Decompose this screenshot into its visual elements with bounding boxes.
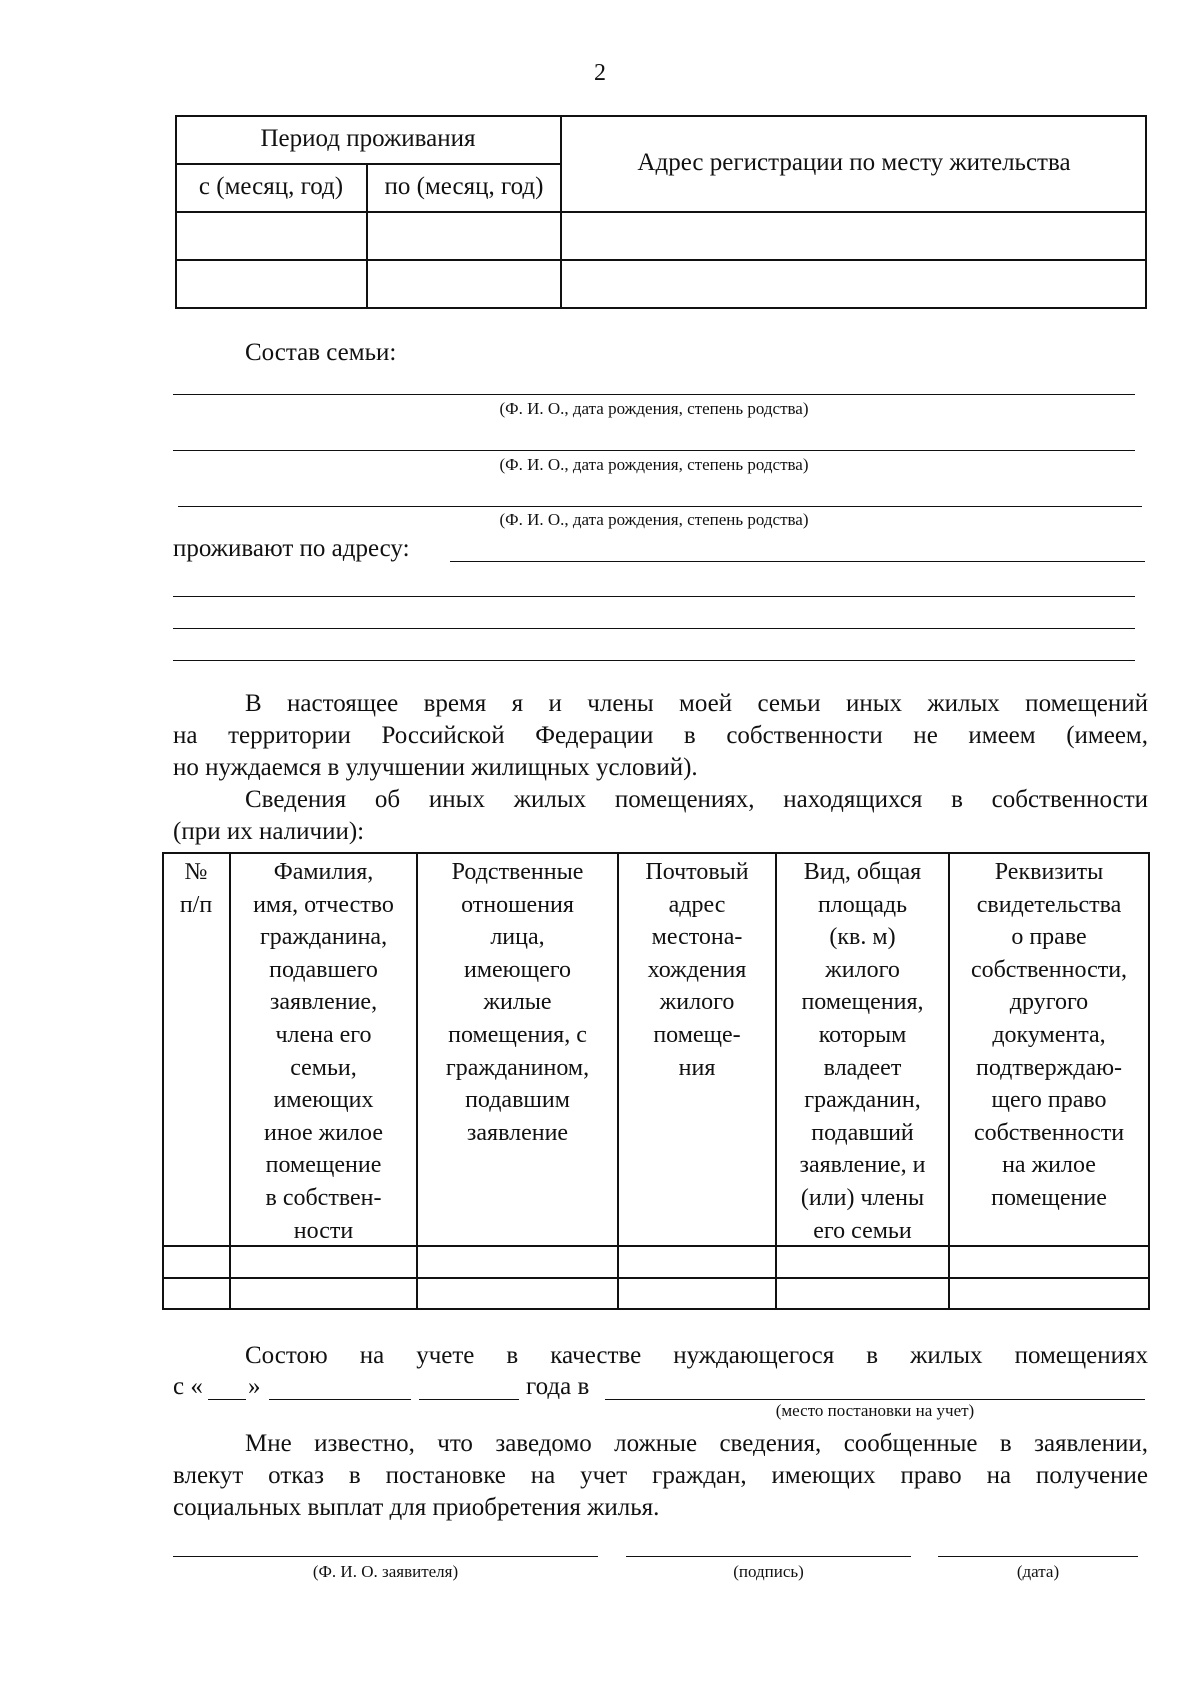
registration-quote-close: » [248,1373,261,1400]
registration-prefix: с « [173,1373,203,1400]
registration-year-text: года в [526,1373,590,1400]
family-member-line-1[interactable] [173,394,1135,395]
address-line-4[interactable] [173,660,1135,661]
from-cell-1[interactable] [177,212,366,259]
address-cell-2[interactable] [562,260,1145,307]
year-field[interactable] [419,1399,519,1400]
header-full-name: Фамилия, имя, отчество гражданина, подавшего заявление, члена его семьи, имеющих иное жилое помещение в собствен- ности [253,859,394,1244]
header-number: № п/п [179,859,213,918]
table-row[interactable] [164,1279,1148,1308]
day-field[interactable] [208,1399,246,1400]
period-header: Период проживания [260,125,476,152]
family-member-caption-1: (Ф. И. О., дата рождения, степень родства) [499,399,809,418]
warning-line-1: Мне известно, что заведомо ложные сведения, сообщенные в заявлении, [245,1430,1148,1457]
address-line-1[interactable] [450,561,1145,562]
address-line-2[interactable] [173,596,1135,597]
family-member-line-2[interactable] [173,450,1135,451]
statement-line-5: (при их наличии): [173,818,365,845]
address-line-3[interactable] [173,628,1135,629]
to-header: по (месяц, год) [384,173,544,200]
warning-line-2: влекут отказ в постановке на учет граждан, имеющих право на получение [173,1462,1148,1489]
statement-line-2: на территории Российской Федерации в собственности не имеем (имеем, [173,722,1148,749]
live-at-label: проживают по адресу: [173,535,410,562]
statement-line-1: В настоящее время я и члены моей семьи иных жилых помещений [245,690,1148,717]
statement-paragraph [173,688,1148,848]
address-cell-1[interactable] [562,212,1145,259]
warning-paragraph [173,1428,1148,1524]
month-field[interactable] [269,1399,411,1400]
from-cell-2[interactable] [177,260,366,307]
family-member-caption-3: (Ф. И. О., дата рождения, степень родства) [499,510,809,529]
header-postal-address: Почтовый адрес местона- хождения жилого помеще- ния [645,859,749,1081]
date-caption: (дата) [1016,1562,1060,1581]
family-member-caption-2: (Ф. И. О., дата рождения, степень родства) [499,455,809,474]
header-certificate: Реквизиты свидетельства о праве собственности, другого документа, подтверждаю- щего право собственности на жилое помещение [970,859,1128,1211]
to-cell-1[interactable] [368,212,560,259]
signature-field[interactable] [626,1556,911,1557]
applicant-name-caption: (Ф. И. О. заявителя) [312,1562,459,1581]
to-cell-2[interactable] [368,260,560,307]
address-header: Адрес регистрации по месту жительства [637,149,1071,176]
residence-table [175,115,1147,309]
header-area: Вид, общая площадь (кв. м) жилого помещения, которым владеет гражданин, подавший заявление, и (или) члены его семьи [799,859,926,1244]
family-member-line-3[interactable] [178,506,1142,507]
signature-caption: (подпись) [733,1562,804,1581]
date-field[interactable] [938,1556,1138,1557]
applicant-name-field[interactable] [173,1556,598,1557]
from-header: с (месяц, год) [198,173,344,200]
statement-line-4: Сведения об иных жилых помещениях, находящихся в собственности [245,786,1148,813]
family-label: Состав семьи: [245,339,397,366]
property-table [162,852,1150,1310]
page-number: 2 [594,60,606,86]
header-relationship: Родственные отношения лица, имеющего жилые помещения, с гражданином, подавшим заявление [445,859,590,1146]
registration-line-1: Состою на учете в качестве нуждающегося в жилых помещениях [245,1342,1148,1369]
table-row[interactable] [164,1247,1148,1277]
statement-line-3: но нуждаемся в улучшении жилищных условий). [173,754,698,781]
warning-line-3: социальных выплат для приобретения жилья. [173,1494,660,1521]
place-field[interactable] [605,1399,1145,1400]
place-caption: (место постановки на учет) [775,1401,975,1420]
